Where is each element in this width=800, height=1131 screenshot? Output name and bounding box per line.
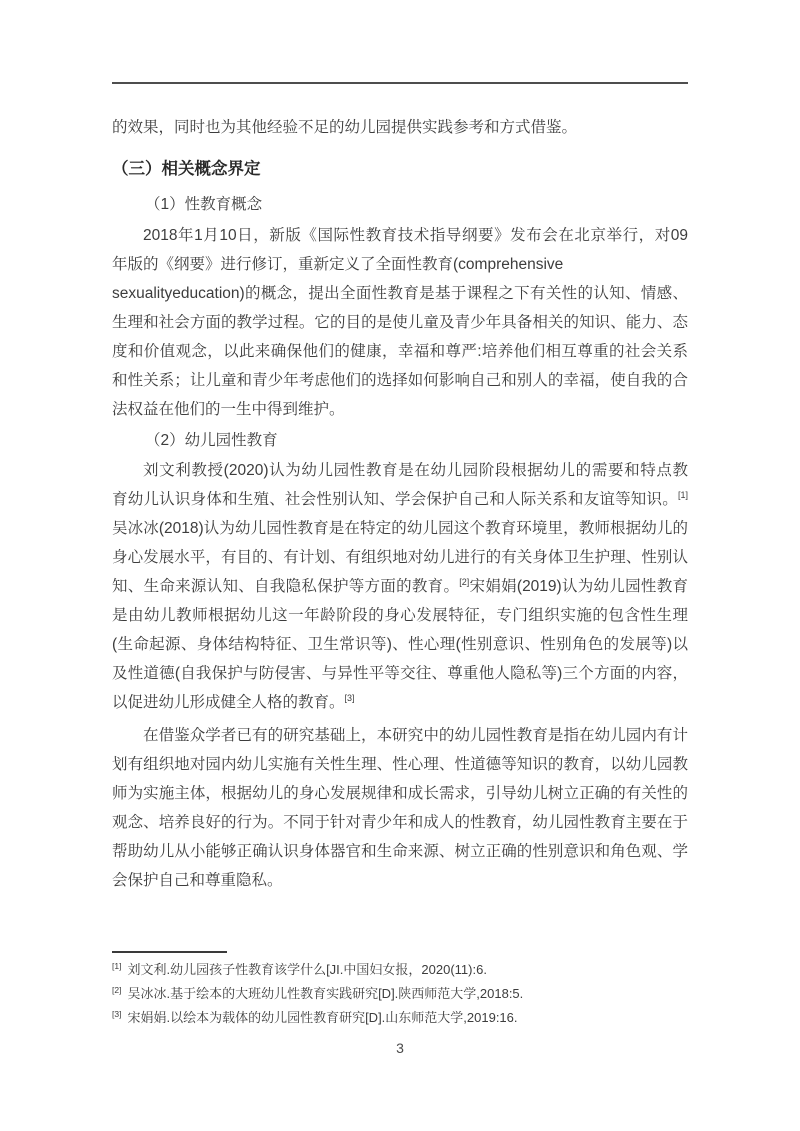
text-line (112, 601, 688, 630)
text-line (112, 395, 688, 424)
body-text: sexualityeducation)的概念，提出全面性教育是基于课程之下有关性的认知、情感、 (112, 285, 688, 302)
text-line (112, 250, 688, 279)
text-line (112, 721, 688, 750)
body-text: 知、生命来源认知、自我隐私保护等方面的教育。 (112, 578, 460, 595)
body-text: 及性道德(自我保护与防侵害、与异性平等交往、尊重他人隐私等)三个方面的内容， (112, 665, 688, 682)
body-text: 师为实施主体，根据幼儿的身心发展规律和成长需求，引导幼儿树立正确的有关性的 (112, 785, 688, 802)
paragraph-this-study-definition (112, 721, 688, 895)
body-text: 年版的《纲要》进行修订，重新定义了全面性教育(comprehensive (112, 256, 564, 273)
body-text: 划有组织地对园内幼儿实施有关性生理、性心理、性道德等知识的教育，以幼儿园教 (112, 756, 688, 773)
page-number: 3 (396, 1040, 404, 1056)
body-text: 生理和社会方面的教学过程。它的目的是使儿童及青少年具备相关的知识、能力、态 (112, 314, 688, 331)
body-text: 育幼儿认识身体和生殖、社会性别认知、学会保护自己和人际关系和友谊等知识。 (112, 491, 678, 508)
subsection-title-text: （1）性教育概念 (145, 196, 263, 213)
body-text: 2018年1月10日，新版《国际性教育技术指导纲要》发布会在北京举行，对09 (143, 227, 688, 244)
citation-marker-2: [2] (459, 576, 470, 587)
text-line (112, 456, 688, 485)
body-text: (生命起源、身体结构特征、卫生常识等)、性心理(性别意识、性别角色的发展等)以 (112, 636, 688, 653)
footnote-2 (112, 982, 688, 1006)
header-rule (112, 82, 688, 84)
footnotes-section (112, 951, 688, 1030)
text-line (112, 337, 688, 366)
text-line (112, 779, 688, 808)
body-text: 在借鉴众学者已有的研究基础上，本研究中的幼儿园性教育是指在幼儿园内有计 (143, 727, 688, 744)
body-text: 身心发展水平，有目的、有计划、有组织地对幼儿进行的有关身体卫生护理、性别认 (112, 549, 688, 566)
footnote-text: 宋娟娟.以绘本为载体的幼儿园性教育研究[D].山东师范大学,2019:16. (127, 1010, 518, 1025)
text-line (112, 514, 688, 543)
section-heading-text: （三）相关概念界定 (112, 160, 261, 178)
text-line (112, 688, 688, 717)
body-text: 会保护自己和尊重隐私。 (112, 872, 283, 889)
citation-marker-1: [1] (677, 489, 688, 500)
subsection-title-kindergarten-sex-education (112, 426, 688, 455)
body-text: 和性关系；让儿童和青少年考虑他们的选择如何影响自己和别人的幸福，使自我的合 (112, 372, 688, 389)
footnote-marker: [1] (112, 960, 122, 971)
body-text: 刘文利教授(2020)认为幼儿园性教育是在幼儿园阶段根据幼儿的需要和特点教 (143, 462, 688, 479)
text-line (112, 366, 688, 395)
footnote-3 (112, 1006, 688, 1030)
body-text: 帮助幼儿从小能够正确认识身体器官和生命来源、树立正确的性别意识和角色观、学 (112, 843, 688, 860)
text-line (112, 808, 688, 837)
body-text: 宋娟娟(2019)认为幼儿园性教育 (469, 578, 688, 595)
footnote-marker: [3] (112, 1008, 122, 1019)
text-line (112, 572, 688, 601)
text-line (112, 308, 688, 337)
citation-marker-3: [3] (344, 692, 355, 703)
text-line (112, 485, 688, 514)
body-text: 以促进幼儿形成健全人格的教育。 (112, 694, 345, 711)
body-text: 度和价值观念，以此来确保他们的健康，幸福和尊严:培养他们相互尊重的社会关系 (112, 343, 688, 360)
text-line (112, 279, 688, 308)
body-text: 观念、培养良好的行为。不同于针对青少年和成人的性教育，幼儿园性教育主要在于 (112, 814, 688, 831)
text-line (112, 543, 688, 572)
subsection-title-text: （2）幼儿园性教育 (145, 432, 278, 449)
document-body (112, 113, 688, 895)
body-text: 吴冰冰(2018)认为幼儿园性教育是在特定的幼儿园这个教育环境里，教师根据幼儿的 (112, 520, 688, 537)
body-text: 的效果，同时也为其他经验不足的幼儿园提供实践参考和方式借鉴。 (112, 119, 578, 136)
footnote-text: 刘文利.幼儿园孩子性教育该学什么[JI.中国妇女报，2020(11):6. (127, 962, 487, 977)
paragraph-scholar-definitions (112, 456, 688, 717)
section-heading (112, 155, 688, 184)
text-line (112, 659, 688, 688)
footnote-separator-rule (112, 951, 227, 953)
subsection-title-sex-education-concept (112, 190, 688, 219)
body-text: 法权益在他们的一生中得到维护。 (112, 401, 345, 418)
text-line (112, 630, 688, 659)
body-text: 是由幼儿教师根据幼儿这一年龄阶段的身心发展特征，专门组织实施的包含性生理 (112, 607, 688, 624)
text-line (112, 221, 688, 250)
text-line (112, 866, 688, 895)
footnote-1 (112, 958, 688, 982)
footnote-text: 吴冰冰.基于绘本的大班幼儿性教育实践研究[D].陕西师范大学,2018:5. (127, 986, 524, 1001)
paragraph-sex-education-definition (112, 221, 688, 424)
footnote-marker: [2] (112, 984, 122, 995)
intro-continuation-line (112, 113, 688, 142)
text-line (112, 750, 688, 779)
text-line (112, 837, 688, 866)
